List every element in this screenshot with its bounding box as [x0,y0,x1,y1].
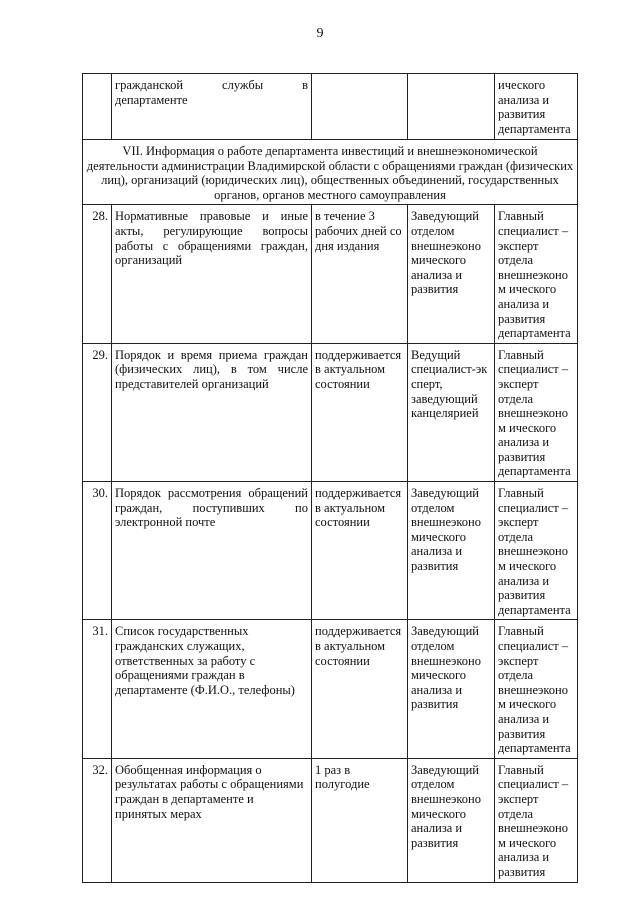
cell-name: Порядок и время приема граждан (физических лиц), в том числе представителей организаций [112,343,312,481]
information-table [82,73,578,883]
cell-responsible: Заведующий отделом внешнеэконо мического анализа и развития [408,620,495,758]
cell-responsible: Заведующий отделом внешнеэконо мического анализа и развития [408,205,495,343]
cell-specialist: Главный специалист – эксперт отдела внешнеэконом ического анализа и развития департамента [495,205,578,343]
cell-num: 28. [83,205,112,343]
cell-period: 1 раз в полугодие [312,758,408,882]
table-row [83,205,578,343]
cell-name: Список государственных гражданских служащих, ответственных за работу с обращениями граждан в департаменте (Ф.И.О., телефоны) [112,620,312,758]
section-row [83,140,578,205]
table-row-continuation [83,74,578,140]
cell-period: в течение 3 рабочих дней со дня издания [312,205,408,343]
cell-name: Нормативные правовые и иные акты, регулирующие вопросы работы с обращениями граждан, организаций [112,205,312,343]
cell-period: поддерживается в актуальном состоянии [312,343,408,481]
cell-num: 31. [83,620,112,758]
cell-name: гражданской службы в департаменте [112,74,312,140]
cell-specialist: Главный специалист – эксперт отдела внешнеэконом ического анализа и развития департамента [495,620,578,758]
cell-name: Обобщенная информация о результатах работы с обращениями граждан в департаменте и принятых мерах [112,758,312,882]
cell-specialist: ического анализа и развития департамента [495,74,578,140]
table-row [83,482,578,620]
cell-num: 29. [83,343,112,481]
cell-specialist: Главный специалист – эксперт отдела внешнеэконом ического анализа и развития департамента [495,482,578,620]
cell-responsible: Заведующий отделом внешнеэконо мического анализа и развития [408,758,495,882]
cell-specialist: Главный специалист – эксперт отдела внешнеэконом ического анализа и развития департамента [495,343,578,481]
table-row [83,758,578,882]
page-number: 9 [316,26,324,41]
cell-num: 32. [83,758,112,882]
cell-name: Порядок рассмотрения обращений граждан, поступивших по электронной почте [112,482,312,620]
cell-num: 30. [83,482,112,620]
cell-specialist: Главный специалист – эксперт отдела внешнеэконом ического анализа и развития [495,758,578,882]
cell-responsible: Заведующий отделом внешнеэконо мического анализа и развития [408,482,495,620]
cell-period: поддерживается в актуальном состоянии [312,620,408,758]
section-title: VII. Информация о работе департамента инвестиций и внешнеэкономической деятельности администрации Владимирской области с обращениями граждан (физических лиц), организаций (юридических лиц), общественных объединений, государственных органов, органов местного самоуправления [83,140,578,205]
table-row [83,343,578,481]
cell-responsible: Ведущий специалист-эк сперт, заведующий канцелярией [408,343,495,481]
cell-num [83,74,112,140]
table-row [83,620,578,758]
cell-responsible [408,74,495,140]
cell-period [312,74,408,140]
cell-period: поддерживается в актуальном состоянии [312,482,408,620]
